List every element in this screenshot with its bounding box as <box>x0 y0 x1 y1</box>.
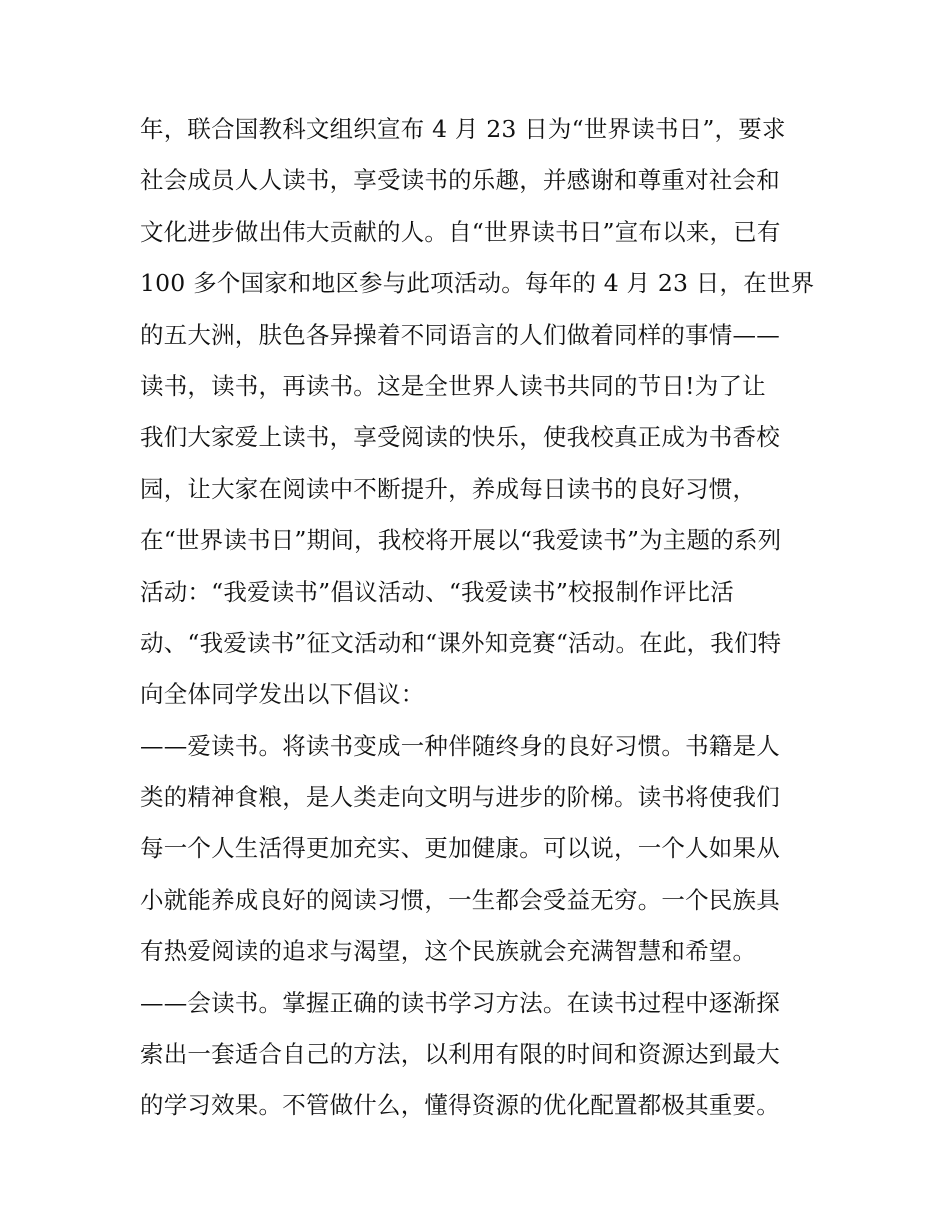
text-line: 活动：“我爱读书”倡议活动、“我爱读书”校报制作评比活 <box>140 577 734 606</box>
text-line: 每一个人生活得更加充实、更加健康。可以说，一个人如果从 <box>140 834 780 863</box>
text-line: 社会成员人人读书，享受读书的乐趣，并感谢和尊重对社会和 <box>140 166 780 195</box>
text-line: 我们大家爱上读书，享受阅读的快乐，使我校真正成为书香校 <box>140 423 780 452</box>
text-line: 类的精神食粮，是人类走向文明与进步的阶梯。读书将使我们 <box>140 783 780 812</box>
body-text <box>140 104 830 1132</box>
text-line: 在“世界读书日”期间，我校将开展以“我爱读书”为主题的系列 <box>140 526 782 555</box>
text-line: 动、“我爱读书”征文活动和“课外知竞赛“活动。在此，我们特 <box>140 628 782 657</box>
text-line: ——爱读书。将读书变成一种伴随终身的良好习惯。书籍是人 <box>140 731 780 760</box>
text-line: 索出一套适合自己的方法，以利用有限的时间和资源达到最大 <box>140 1040 780 1069</box>
text-line: 读书，读书，再读书。这是全世界人读书共同的节日!为了让 <box>140 371 766 400</box>
text-line: 小就能养成良好的阅读习惯，一生都会受益无穷。一个民族具 <box>140 885 780 914</box>
text-line: 文化进步做出伟大贡献的人。自“世界读书日”宣布以来，已有 <box>140 217 781 246</box>
text-line: 的学习效果。不管做什么，懂得资源的优化配置都极其重要。 <box>140 1091 780 1120</box>
text-line: 园，让大家在阅读中不断提升，养成每日读书的良好习惯， <box>140 474 757 503</box>
text-line: 的五大洲，肤色各异操着不同语言的人们做着同样的事情—— <box>140 320 780 349</box>
text-line: 100 多个国家和地区参与此项活动。每年的 4 月 23 日，在世界 <box>140 269 815 298</box>
text-line: 年，联合国教科文组织宣布 4 月 23 日为“世界读书日”，要求 <box>140 115 786 143</box>
text-line: 有热爱阅读的追求与渴望，这个民族就会充满智慧和希望。 <box>140 937 757 966</box>
text-line: 向全体同学发出以下倡议： <box>140 680 425 709</box>
text-line: ——会读书。掌握正确的读书学习方法。在读书过程中逐渐探 <box>140 988 780 1017</box>
